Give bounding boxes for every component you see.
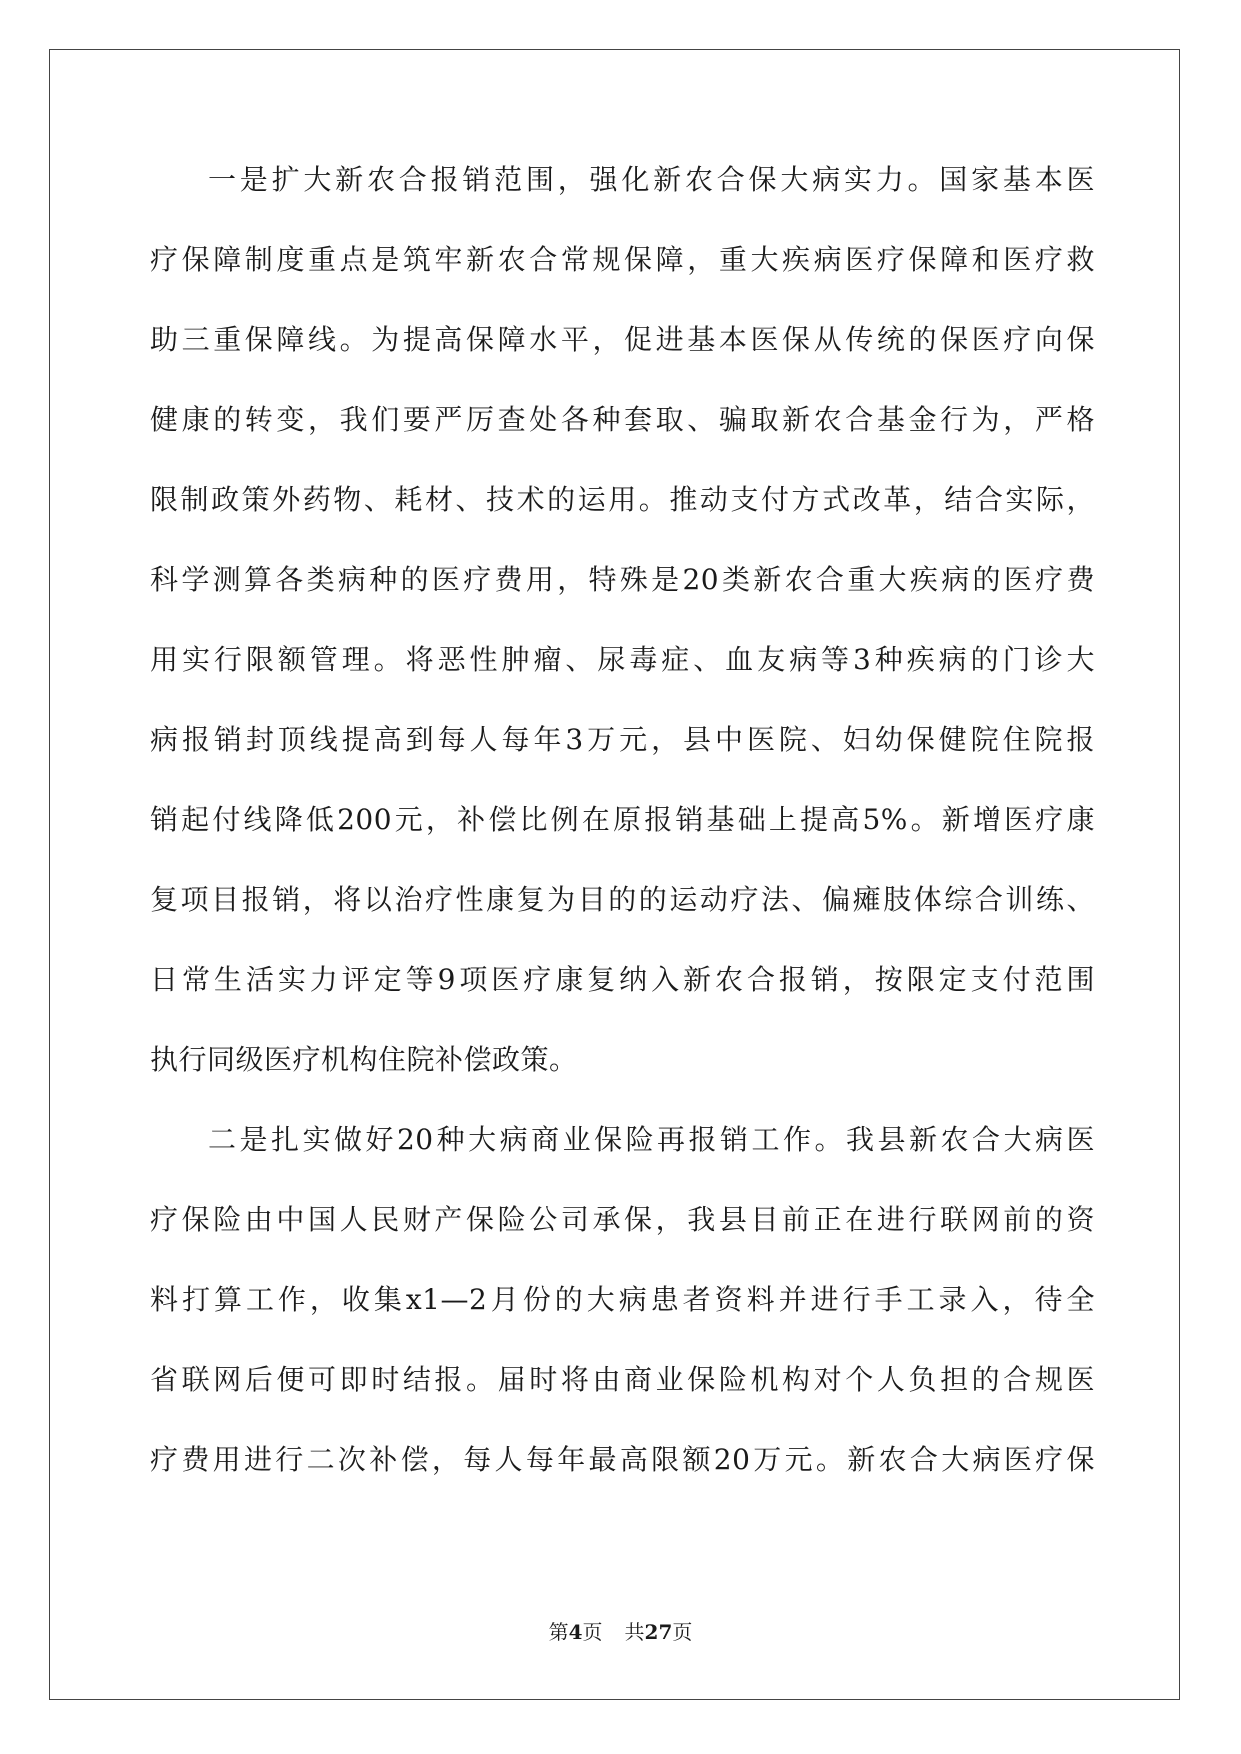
page-footer	[0, 1616, 1241, 1645]
total-suffix: 页	[672, 1620, 693, 1644]
paragraph-1-line-8: 病报销封顶线提高到每人每年3万元，县中医院、妇幼保健院住院报	[150, 723, 1095, 756]
paragraph-1-line-12: 执行同级医疗机构住院补偿政策。	[150, 1043, 578, 1076]
paragraph-1-line-11: 日常生活实力评定等9项医疗康复纳入新农合报销，按限定支付范围	[150, 963, 1095, 996]
paragraph-1-line-6: 科学测算各类病种的医疗费用，特殊是20类新农合重大疾病的医疗费	[150, 563, 1095, 596]
paragraph-2-line-2: 疗保险由中国人民财产保险公司承保，我县目前正在进行联网前的资	[150, 1203, 1095, 1236]
page-number: 4	[568, 1620, 583, 1644]
paragraph-1-line-10: 复项目报销，将以治疗性康复为目的的运动疗法、偏瘫肢体综合训练、	[150, 883, 1095, 916]
total-pages: 27	[644, 1620, 673, 1644]
document-body	[150, 160, 1095, 1520]
paragraph-1-line-7: 用实行限额管理。将恶性肿瘤、尿毒症、血友病等3种疾病的门诊大	[150, 643, 1095, 676]
paragraph-1-line-1: 一是扩大新农合报销范围，强化新农合保大病实力。国家基本医	[208, 163, 1095, 196]
paragraph-2-line-4: 省联网后便可即时结报。届时将由商业保险机构对个人负担的合规医	[150, 1363, 1095, 1396]
page-prefix: 第	[548, 1620, 569, 1644]
paragraph-1-line-2: 疗保障制度重点是筑牢新农合常规保障，重大疾病医疗保障和医疗救	[150, 243, 1095, 276]
page-suffix: 页	[582, 1620, 603, 1644]
paragraph-1-line-5: 限制政策外药物、耗材、技术的运用。推动支付方式改革，结合实际，	[150, 483, 1095, 516]
paragraph-2-line-5: 疗费用进行二次补偿，每人每年最高限额20万元。新农合大病医疗保	[150, 1443, 1095, 1476]
paragraph-1-line-4: 健康的转变，我们要严厉查处各种套取、骗取新农合基金行为，严格	[150, 403, 1095, 436]
paragraph-2-line-1: 二是扎实做好20种大病商业保险再报销工作。我县新农合大病医	[208, 1123, 1095, 1156]
paragraph-1-line-9: 销起付线降低200元，补偿比例在原报销基础上提高5%。新增医疗康	[150, 803, 1095, 836]
paragraph-1-line-3: 助三重保障线。为提高保障水平，促进基本医保从传统的保医疗向保	[150, 323, 1095, 356]
total-prefix: 共	[624, 1620, 645, 1644]
paragraph-2-line-3: 料打算工作，收集x1—2月份的大病患者资料并进行手工录入，待全	[150, 1283, 1095, 1316]
